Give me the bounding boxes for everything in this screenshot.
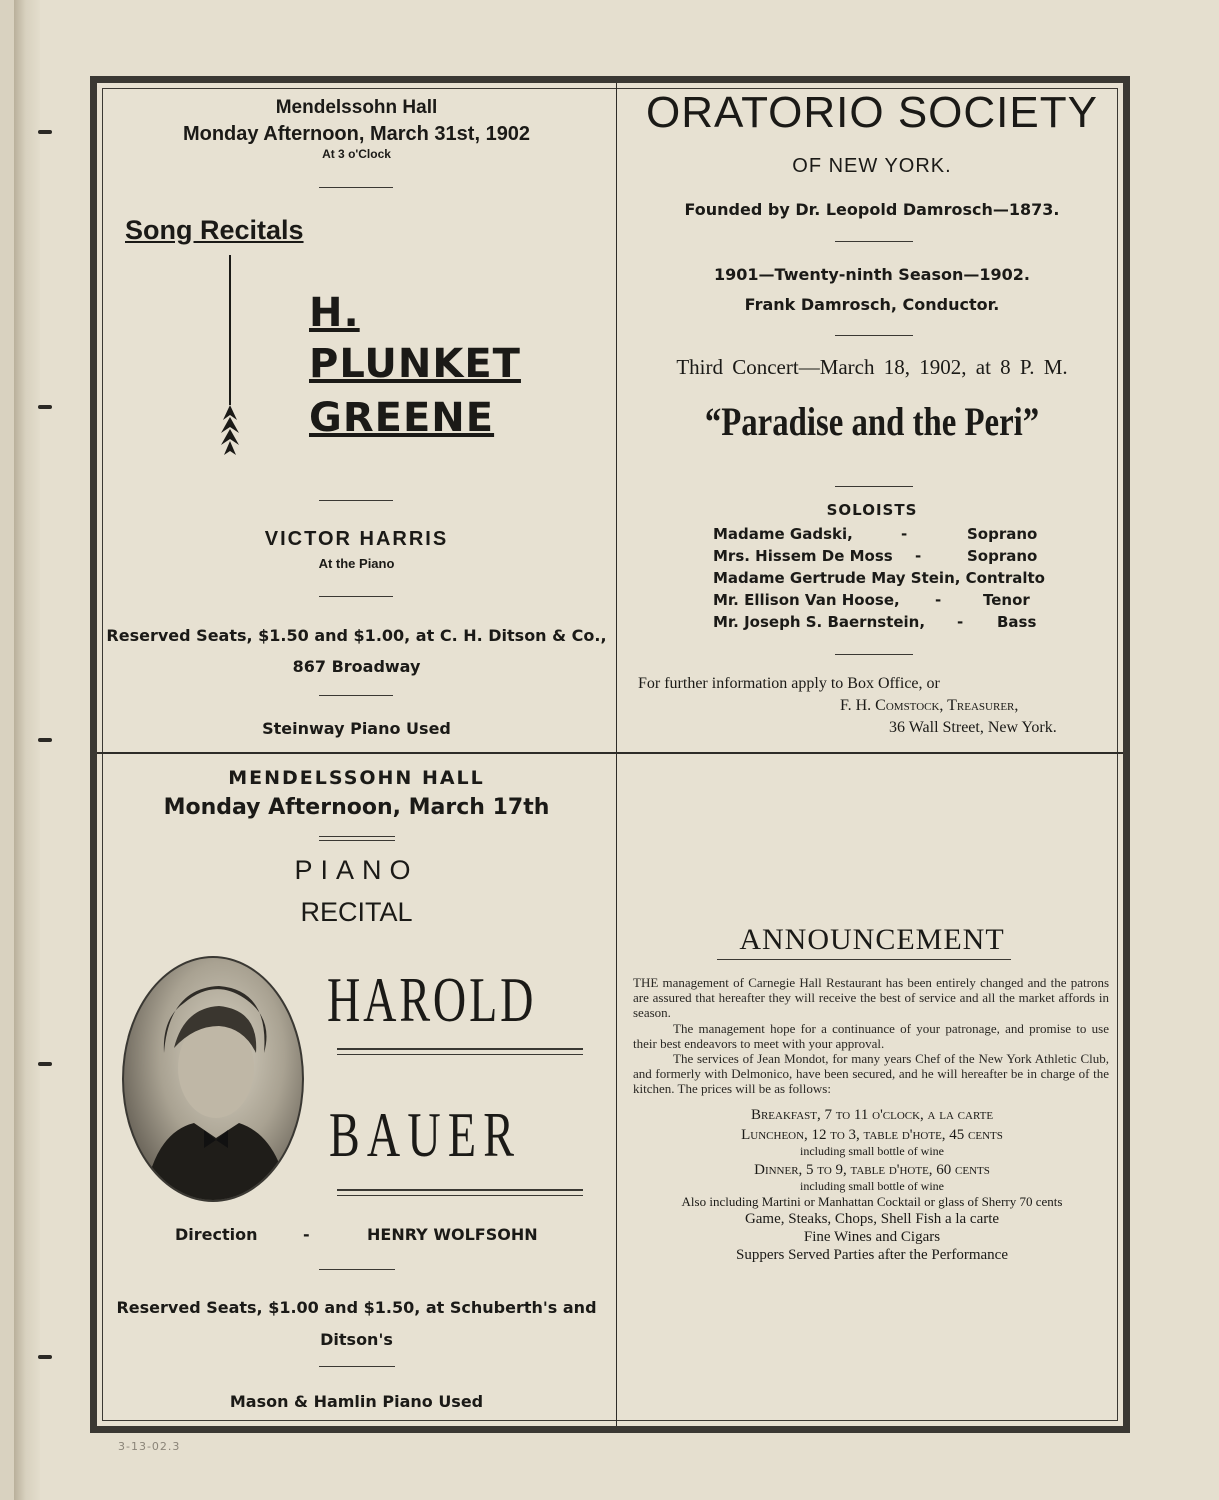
- info-line2: F. H. Comstock, Treasurer,: [840, 697, 1019, 714]
- soloist-name: Madame Gadski,: [713, 525, 853, 543]
- binding-staple: [38, 738, 52, 742]
- soloist-row: [713, 613, 1043, 631]
- piano-text: Mason & Hamlin Piano Used: [229, 1392, 484, 1411]
- soloist-voice: Bass: [997, 613, 1037, 631]
- luncheon-note: including small bottle of wine: [800, 1144, 944, 1158]
- binding-staple: [38, 1062, 52, 1066]
- binding-edge: [14, 0, 40, 1500]
- time-text: At 3 o'Clock: [322, 147, 391, 161]
- society-title: ORATORIO SOCIETY: [646, 88, 1098, 137]
- title-underline: [717, 959, 1011, 960]
- artist-name-last: BAUER: [329, 1099, 522, 1170]
- binding-staple: [38, 1355, 52, 1359]
- soloist-voice: Tenor: [983, 591, 1030, 609]
- soloist-row: [713, 525, 1043, 543]
- separator-rule: [319, 187, 393, 188]
- breakfast-line: Breakfast, 7 to 11 o'clock, a la carte: [750, 1107, 994, 1123]
- seats-line1: Reserved Seats, $1.00 and $1.50, at Schuberth's and: [116, 1298, 597, 1317]
- announcement-para3: The services of Jean Mondot, for many years Chef of the New York Athletic Club, and formerly with Delmonico, have been secured, and he will hereafter be in charge of the kitchen. The prices will be as follows:: [633, 1051, 1109, 1096]
- direction-dash: -: [303, 1225, 310, 1244]
- direction-label: Direction: [175, 1225, 258, 1244]
- work-title: “Paradise and the Peri”: [704, 399, 1040, 444]
- soloist-name: Madame Gertrude May Stein, Contralto: [713, 569, 1045, 587]
- concert-text: Third Concert—March 18, 1902, at 8 P. M.: [676, 355, 1068, 379]
- director-name: HENRY WOLFSOHN: [367, 1225, 538, 1244]
- soloist-row: [713, 547, 1043, 565]
- soloist-name: Mr. Joseph S. Baernstein,: [713, 613, 926, 631]
- soloist-dash: -: [901, 525, 908, 543]
- separator-rule: [835, 654, 913, 655]
- binding-staple: [38, 405, 52, 409]
- name-rule: [337, 1054, 583, 1055]
- separator-rule: [319, 1366, 395, 1367]
- arrow-ornament: [215, 255, 245, 465]
- luncheon-line: Luncheon, 12 to 3, table d'hote, 45 cents: [741, 1127, 1003, 1143]
- soloist-row: [713, 569, 1043, 587]
- date-text: Monday Afternoon, March 17th: [163, 795, 550, 820]
- accompanist-role: At the Piano: [318, 556, 395, 571]
- soloist-dash: -: [957, 613, 964, 631]
- founded-text: Founded by Dr. Leopold Damrosch—1873.: [684, 200, 1060, 219]
- announcement-para1: THE management of Carnegie Hall Restaurant has been entirely changed and the patrons are assured that hereafter they will receive the best of service and all the market affords in season.: [633, 975, 1109, 1020]
- venue-text: MENDELSSOHN HALL: [228, 767, 485, 789]
- seats-line2: Ditson's: [320, 1330, 393, 1349]
- pencil-annotation: 3-13-02.3: [118, 1440, 181, 1453]
- separator-rule: [835, 335, 913, 336]
- name-rule: [337, 1189, 583, 1191]
- soloist-dash: -: [915, 547, 922, 565]
- announcement-title: ANNOUNCEMENT: [739, 923, 1005, 956]
- separator-rule: [319, 500, 393, 501]
- heading-line1: PIANO: [294, 855, 419, 885]
- soloist-voice: Soprano: [967, 525, 1038, 543]
- soloist-name: Mr. Ellison Van Hoose,: [713, 591, 900, 609]
- accompanist-text: VICTOR HARRIS: [264, 528, 449, 550]
- info-line3: 36 Wall Street, New York.: [889, 719, 1057, 736]
- separator-rule: [835, 486, 913, 487]
- society-subtitle: OF NEW YORK.: [792, 155, 952, 177]
- double-rule-top: [319, 836, 395, 837]
- announcement-para2: The management hope for a continuance of your patronage, and promise to use their best endeavors to meet with your approval.: [633, 1021, 1109, 1051]
- heading-text: Song Recitals: [125, 215, 304, 245]
- binding-staple: [38, 130, 52, 134]
- separator-rule: [319, 1269, 395, 1270]
- date-text: Monday Afternoon, March 31st, 1902: [182, 123, 531, 145]
- heading-line2: RECITAL: [300, 897, 413, 927]
- artist-name-line2: PLUNKET: [309, 341, 521, 387]
- game-line: Game, Steaks, Chops, Shell Fish a la carte: [744, 1211, 1000, 1227]
- name-rule: [337, 1195, 583, 1196]
- dinner-note: including small bottle of wine: [800, 1179, 944, 1193]
- artist-name-line1: H.: [309, 290, 360, 336]
- soloist-dash: -: [935, 591, 942, 609]
- separator-rule: [319, 695, 393, 696]
- ad-frame: [90, 76, 1130, 1433]
- wines-line: Fine Wines and Cigars: [803, 1229, 941, 1245]
- venue-text: Mendelssohn Hall: [275, 97, 438, 118]
- separator-rule: [835, 241, 913, 242]
- soloist-row: [713, 591, 1043, 609]
- seats-line2: 867 Broadway: [292, 657, 421, 676]
- seats-line1: Reserved Seats, $1.50 and $1.00, at C. H. Ditson & Co.,: [106, 626, 607, 645]
- soloists-heading: SOLOISTS: [826, 501, 918, 519]
- portrait-photo: [122, 956, 304, 1202]
- season-text: 1901—Twenty-ninth Season—1902.: [714, 265, 1030, 284]
- separator-rule: [319, 596, 393, 597]
- horizontal-divider: [97, 752, 1123, 754]
- cocktail-line: Also including Martini or Manhattan Cocktail or glass of Sherry 70 cents: [681, 1194, 1063, 1209]
- conductor-text: Frank Damrosch, Conductor.: [744, 295, 1000, 314]
- suppers-line: Suppers Served Parties after the Performance: [736, 1247, 1008, 1263]
- piano-text: Steinway Piano Used: [262, 719, 451, 738]
- soloist-name: Mrs. Hissem De Moss: [713, 547, 893, 565]
- dinner-line: Dinner, 5 to 9, table d'hote, 60 cents: [754, 1162, 990, 1178]
- info-line1: For further information apply to Box Office, or: [638, 675, 940, 692]
- artist-name-first: HAROLD: [327, 964, 537, 1035]
- name-rule: [337, 1048, 583, 1050]
- double-rule-bottom: [319, 840, 395, 841]
- artist-name-line3: GREENE: [309, 395, 495, 441]
- soloist-voice: Soprano: [967, 547, 1038, 565]
